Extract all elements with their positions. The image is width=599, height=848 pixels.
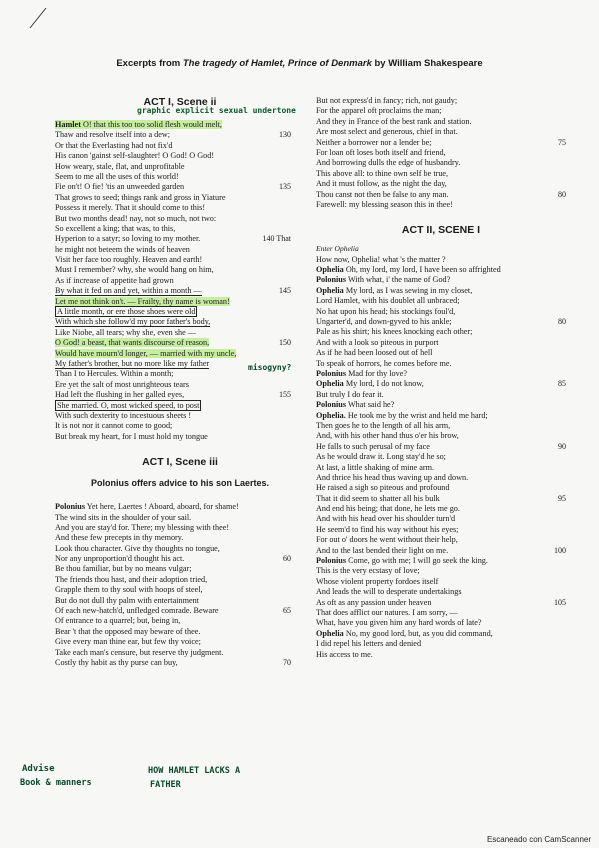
speaker-name: Ophelia bbox=[316, 285, 344, 295]
verse-text: I did repel his letters and denied bbox=[316, 639, 422, 649]
verse-text: Ophelia No, my good lord, but, as you did command, bbox=[316, 628, 493, 638]
verse-text: Ere yet the salt of most unrighteous tears bbox=[55, 379, 189, 389]
pen-scribble bbox=[28, 6, 48, 30]
verse-line bbox=[316, 442, 566, 452]
verse-text: he might not beteem the winds of heaven bbox=[55, 244, 190, 254]
verse-text: That grows to seed; things rank and gross in Yiature bbox=[55, 192, 226, 202]
verse-line bbox=[55, 203, 305, 213]
verse-line bbox=[55, 533, 305, 543]
line-number: 105 bbox=[554, 597, 566, 607]
verse-line bbox=[316, 473, 566, 483]
verse-line bbox=[55, 575, 305, 585]
right-top-lines bbox=[316, 96, 566, 210]
verse-text: Must I remember? why, she would hang on him, bbox=[55, 265, 214, 275]
verse-text: His access to me. bbox=[316, 649, 373, 659]
verse-text: My father's brother, but no more like my father bbox=[55, 358, 210, 368]
verse-text: Pale as his shirt; his knees knocking each other; bbox=[316, 327, 473, 337]
act2-scene1-lines bbox=[316, 255, 566, 660]
verse-text: Ungarter'd, and down-gyved to his ankle; bbox=[316, 317, 452, 327]
verse-line bbox=[55, 141, 305, 151]
verse-line bbox=[316, 639, 566, 649]
line-number: 65 bbox=[283, 606, 291, 616]
verse-text: Like Niobe, all tears; why she, even she — bbox=[55, 327, 196, 337]
act1-scene2-lines bbox=[55, 120, 305, 442]
verse-text: Thou canst not then be false to any man. bbox=[316, 189, 449, 199]
verse-text: With such dexterity to incestuous sheets ! bbox=[55, 410, 192, 420]
verse-line bbox=[55, 616, 305, 626]
verse-line bbox=[55, 162, 305, 172]
verse-line bbox=[316, 106, 566, 116]
act1-scene3-heading: ACT I, Scene iii bbox=[142, 456, 218, 469]
verse-line bbox=[316, 452, 566, 462]
line-number: 145 bbox=[279, 286, 291, 296]
verse-line bbox=[55, 596, 305, 606]
note-advise: Advise bbox=[22, 764, 55, 774]
verse-line bbox=[55, 502, 305, 512]
verse-text: With which she follow'd my poor father's body, bbox=[55, 317, 211, 327]
verse-line bbox=[55, 513, 305, 523]
verse-text: Ophelia Oh, my lord, my lord, I have been so affrighted bbox=[316, 265, 501, 275]
verse-line bbox=[316, 348, 566, 358]
verse-line bbox=[316, 556, 566, 566]
verse-text: No hat upon his head; his stockings foul'd, bbox=[316, 306, 456, 316]
verse-line bbox=[316, 629, 566, 639]
verse-text: The wind sits in the shoulder of your sail. bbox=[55, 512, 192, 522]
verse-text: Nor any unproportion'd thought his act. bbox=[55, 554, 185, 564]
verse-text: For out o' doors he went without their help, bbox=[316, 535, 458, 545]
verse-line bbox=[316, 494, 566, 504]
annotation-sexual-undertone: graphic explicit sexual undertone bbox=[137, 106, 296, 115]
verse-text: Polonius What said he? bbox=[316, 400, 395, 410]
verse-line bbox=[55, 224, 305, 234]
verse-line bbox=[55, 585, 305, 595]
scanner-footer: Escaneado con CamScanner bbox=[486, 835, 591, 844]
line-number: 90 bbox=[558, 441, 566, 451]
verse-line bbox=[316, 307, 566, 317]
line-number: 150 bbox=[279, 338, 291, 348]
verse-line bbox=[316, 390, 566, 400]
verse-line bbox=[55, 432, 305, 442]
verse-text: And with his head over his shoulder turn'd bbox=[316, 514, 456, 524]
line-number: 95 bbox=[558, 493, 566, 503]
line-number: 70 bbox=[283, 657, 291, 667]
verse-line bbox=[316, 179, 566, 189]
verse-text: Than I to Hercules. Within a month; bbox=[55, 369, 174, 379]
verse-line bbox=[55, 130, 305, 140]
line-number: 60 bbox=[283, 554, 291, 564]
verse-text: Thaw and resolve itself into a dew; bbox=[55, 130, 171, 140]
verse-text: Fie on't! O fie! 'tis an unweeded garden bbox=[55, 182, 185, 192]
verse-line bbox=[316, 96, 566, 106]
stage-direction: Enter Ophelia bbox=[316, 244, 359, 254]
verse-line bbox=[55, 338, 305, 348]
annotation-misogyny: misogyny? bbox=[248, 363, 292, 372]
verse-text: For the apparel oft proclaims the man; bbox=[316, 106, 442, 116]
verse-line bbox=[55, 564, 305, 574]
verse-text: And end his being; that done, he lets me go. bbox=[316, 504, 460, 514]
verse-line bbox=[55, 214, 305, 224]
verse-line bbox=[316, 525, 566, 535]
verse-text: Lord Hamlet, with his doublet all unbraced; bbox=[316, 296, 460, 306]
verse-text: He falls to such perusal of my face bbox=[316, 441, 430, 451]
verse-line bbox=[55, 637, 305, 647]
verse-text: Polonius Come, go with me; I will go seek the king. bbox=[316, 556, 488, 566]
verse-line bbox=[55, 255, 305, 265]
verse-text: Be thou familiar, but by no means vulgar; bbox=[55, 564, 192, 574]
right-column bbox=[316, 96, 566, 660]
verse-text: Polonius Mad for thy love? bbox=[316, 368, 407, 378]
verse-line bbox=[316, 138, 566, 148]
verse-text: Had left the flushing in her galled eyes, bbox=[55, 390, 185, 400]
verse-line bbox=[55, 349, 305, 359]
verse-line bbox=[55, 307, 305, 317]
verse-line bbox=[316, 286, 566, 296]
verse-line bbox=[316, 463, 566, 473]
line-number: 100 bbox=[554, 545, 566, 555]
verse-line bbox=[55, 544, 305, 554]
verse-text: This above all: to thine own self be true, bbox=[316, 168, 449, 178]
verse-line bbox=[55, 411, 305, 421]
verse-text: Polonius With what, i' the name of God? bbox=[316, 275, 451, 285]
verse-line bbox=[316, 400, 566, 410]
speaker-name: Ophelia bbox=[316, 628, 344, 638]
verse-text: Look thou character. Give thy thoughts no tongue, bbox=[55, 543, 220, 553]
verse-line bbox=[316, 650, 566, 660]
verse-text: Of entrance to a quarrel; but, being in, bbox=[55, 616, 181, 626]
speaker-name: Hamlet bbox=[55, 120, 81, 129]
verse-line bbox=[55, 234, 305, 244]
speaker-name: Ophelia bbox=[316, 265, 344, 275]
verse-line bbox=[316, 327, 566, 337]
verse-line bbox=[316, 255, 566, 265]
act2-scene1-heading: ACT II, SCENE I bbox=[401, 224, 481, 237]
verse-line bbox=[316, 535, 566, 545]
verse-line bbox=[55, 390, 305, 400]
verse-line bbox=[316, 317, 566, 327]
verse-text: She married. O, most wicked speed, to post bbox=[57, 400, 200, 410]
verse-text: Let me not think on't. — Frailty, thy name is woman! bbox=[55, 296, 230, 306]
verse-line bbox=[316, 275, 566, 285]
verse-text: And they in France of the best rank and station. bbox=[316, 116, 472, 126]
verse-line bbox=[316, 169, 566, 179]
verse-text: Hyperion to a satyr; so loving to my mother. bbox=[55, 234, 201, 244]
verse-text: That it did seem to shatter all his bulk bbox=[316, 493, 440, 503]
verse-text: And leads the will to desperate undertakings bbox=[316, 587, 462, 597]
verse-line bbox=[316, 431, 566, 441]
verse-line bbox=[316, 618, 566, 628]
verse-line bbox=[316, 566, 566, 576]
verse-line bbox=[55, 627, 305, 637]
speaker-name: Ophelia. bbox=[316, 410, 346, 420]
verse-text: Whose violent property fordoes itself bbox=[316, 576, 439, 586]
verse-text: As if he had been loosed out of hell bbox=[316, 348, 433, 358]
title-suffix: by William Shakespeare bbox=[371, 58, 483, 69]
verse-line bbox=[55, 328, 305, 338]
speaker-name: Polonius bbox=[316, 556, 347, 566]
verse-text: Possess it merely. That it should come to this! bbox=[55, 203, 206, 213]
verse-text: Grapple them to thy soul with hoops of steel, bbox=[55, 585, 203, 595]
line-number: 135 bbox=[279, 182, 291, 192]
verse-line bbox=[55, 554, 305, 564]
verse-text: But break my heart, for I must hold my tongue bbox=[55, 431, 208, 441]
verse-text: But two months dead! nay, not so much, not two: bbox=[55, 213, 217, 223]
verse-text: What, have you given him any hard words of late? bbox=[316, 618, 482, 628]
verse-line bbox=[55, 265, 305, 275]
verse-text: But truly I do fear it. bbox=[316, 389, 384, 399]
verse-text: And, with his other hand thus o'er his brow, bbox=[316, 431, 459, 441]
verse-text: To speak of horrors, he comes before me. bbox=[316, 358, 452, 368]
verse-line bbox=[55, 172, 305, 182]
act1-scene2-heading: ACT I, Scene ii bbox=[143, 96, 217, 108]
verse-line bbox=[316, 546, 566, 556]
verse-line bbox=[55, 317, 305, 327]
note-father: FATHER bbox=[150, 780, 181, 790]
verse-line bbox=[316, 158, 566, 168]
verse-text: As oft as any passion under heaven bbox=[316, 597, 432, 607]
verse-text: And to the last bended their light on me. bbox=[316, 545, 449, 555]
verse-line bbox=[316, 504, 566, 514]
verse-text: The friends thou hast, and their adoption tried, bbox=[55, 574, 208, 584]
line-number: 130 bbox=[279, 130, 291, 140]
verse-line bbox=[55, 151, 305, 161]
verse-line bbox=[316, 483, 566, 493]
verse-line bbox=[316, 577, 566, 587]
verse-line bbox=[55, 421, 305, 431]
verse-text: A little month, or ere those shoes were old bbox=[57, 307, 196, 317]
verse-line bbox=[55, 276, 305, 286]
line-number: 80 bbox=[558, 317, 566, 327]
speaker-name: Polonius bbox=[55, 502, 86, 512]
verse-text: Ophelia My lord, as I was sewing in my closet, bbox=[316, 285, 473, 295]
verse-line bbox=[55, 606, 305, 616]
verse-line bbox=[316, 338, 566, 348]
verse-text: That does afflict our natures. I am sorry, — bbox=[316, 607, 458, 617]
verse-line bbox=[316, 190, 566, 200]
verse-text: This is the very ecstasy of love; bbox=[316, 566, 420, 576]
verse-text: Then goes he to the length of all his arm, bbox=[316, 420, 451, 430]
verse-text: Neither a borrower nor a lender be; bbox=[316, 137, 432, 147]
document-title bbox=[0, 58, 599, 69]
verse-text: And these few precepts in thy memory. bbox=[55, 533, 184, 543]
line-number: 155 bbox=[279, 390, 291, 400]
title-prefix: Excerpts from bbox=[116, 58, 183, 69]
verse-text: O God! a beast, that wants discourse of reason, bbox=[55, 338, 210, 348]
speaker-name: Polonius bbox=[316, 275, 347, 285]
verse-line bbox=[316, 514, 566, 524]
verse-text: Ophelia. He took me by the wrist and held me hard; bbox=[316, 410, 488, 420]
verse-text: As he would draw it. Long stay'd he so; bbox=[316, 452, 446, 462]
verse-line bbox=[316, 200, 566, 210]
verse-line bbox=[55, 523, 305, 533]
act1-scene3-lines bbox=[55, 502, 305, 668]
title-italic: The tragedy of Hamlet, Prince of Denmark bbox=[182, 58, 372, 69]
verse-text: Of each new-hatch'd, unfledged comrade. Beware bbox=[55, 606, 219, 616]
verse-text: And with a look so piteous in purport bbox=[316, 337, 439, 347]
verse-line bbox=[316, 148, 566, 158]
verse-line bbox=[316, 587, 566, 597]
verse-text: It is not nor it cannot come to good; bbox=[55, 421, 173, 431]
verse-text: Seem to me all the uses of this world! bbox=[55, 171, 179, 181]
verse-line bbox=[55, 193, 305, 203]
verse-text: How weary, stale, flat, and unprofitable bbox=[55, 161, 185, 171]
verse-text: How now, Ophelia! what 's the matter ? bbox=[316, 254, 446, 264]
verse-text: His canon 'gainst self-slaughter! O God! O God! bbox=[55, 151, 215, 161]
verse-line bbox=[316, 598, 566, 608]
verse-text: Bear 't that the opposed may beware of thee. bbox=[55, 626, 201, 636]
verse-text: Costly thy habit as thy purse can buy, bbox=[55, 657, 178, 667]
verse-line bbox=[55, 120, 305, 130]
verse-text: Hamlet O! that this too too solid flesh would melt, bbox=[55, 120, 222, 129]
line-number: 85 bbox=[558, 379, 566, 389]
verse-line bbox=[316, 608, 566, 618]
verse-text: And it must follow, as the night the day, bbox=[316, 179, 447, 189]
verse-text: And you are stay'd for. There; my blessing with thee! bbox=[55, 522, 230, 532]
verse-text: Are most select and generous, chief in that. bbox=[316, 127, 458, 137]
verse-line bbox=[316, 421, 566, 431]
verse-line bbox=[316, 379, 566, 389]
verse-text: By what it fed on and yet, within a month — bbox=[55, 286, 202, 296]
verse-line bbox=[316, 359, 566, 369]
act1-scene3-subheading: Polonius offers advice to his son Laertes. bbox=[90, 478, 270, 489]
verse-text: For loan oft loses both itself and friend, bbox=[316, 147, 446, 157]
verse-text: But not express'd in fancy; rich, not gaudy; bbox=[316, 96, 458, 105]
line-number: 80 bbox=[558, 189, 566, 199]
verse-line bbox=[55, 182, 305, 192]
verse-line bbox=[316, 369, 566, 379]
verse-line bbox=[316, 296, 566, 306]
verse-text: Give every man thine ear, but few thy voice; bbox=[55, 637, 201, 647]
verse-line bbox=[316, 127, 566, 137]
verse-text: Visit her face too roughly. Heaven and earth! bbox=[55, 255, 203, 265]
verse-text: As if increase of appetite had grown bbox=[55, 275, 174, 285]
verse-text: Or that the Everlasting had not fix'd bbox=[55, 140, 173, 150]
verse-line bbox=[316, 117, 566, 127]
verse-line bbox=[55, 286, 305, 296]
verse-line bbox=[55, 658, 305, 668]
line-number: 75 bbox=[558, 137, 566, 147]
note-hamlet-lacks: HOW HAMLET LACKS A bbox=[148, 766, 241, 776]
verse-text: At last, a little shaking of mine arm. bbox=[316, 462, 435, 472]
verse-text: Would have mourn'd longer, — married with my uncle, bbox=[55, 348, 237, 358]
verse-text: So excellent a king; that was, to this, bbox=[55, 223, 176, 233]
verse-line bbox=[316, 411, 566, 421]
speaker-name: Polonius bbox=[316, 400, 347, 410]
verse-text: He seem'd to find his way without his eyes; bbox=[316, 524, 459, 534]
left-column bbox=[55, 96, 305, 668]
verse-text: Farewell: my blessing season this in thee! bbox=[316, 199, 453, 209]
verse-line bbox=[55, 245, 305, 255]
verse-line bbox=[55, 401, 305, 411]
verse-line bbox=[316, 265, 566, 275]
note-book-manners: Book & manners bbox=[20, 778, 92, 788]
verse-text: Ophelia My lord, I do not know, bbox=[316, 379, 424, 389]
verse-text: And thrice his head thus waving up and down. bbox=[316, 472, 469, 482]
verse-text: Take each man's censure, but reserve thy judgment. bbox=[55, 647, 224, 657]
verse-text: And borrowing dulls the edge of husbandry. bbox=[316, 158, 461, 168]
speaker-name: Polonius bbox=[316, 368, 347, 378]
verse-text: But do not dull thy palm with entertainment bbox=[55, 595, 199, 605]
verse-line bbox=[55, 380, 305, 390]
verse-text: He raised a sigh so piteous and profound bbox=[316, 483, 450, 493]
speaker-name: Ophelia bbox=[316, 379, 344, 389]
verse-line bbox=[55, 648, 305, 658]
verse-text: Polonius Yet here, Laertes ! Aboard, aboard, for shame! bbox=[55, 502, 239, 512]
line-number: 140 That bbox=[262, 234, 291, 244]
